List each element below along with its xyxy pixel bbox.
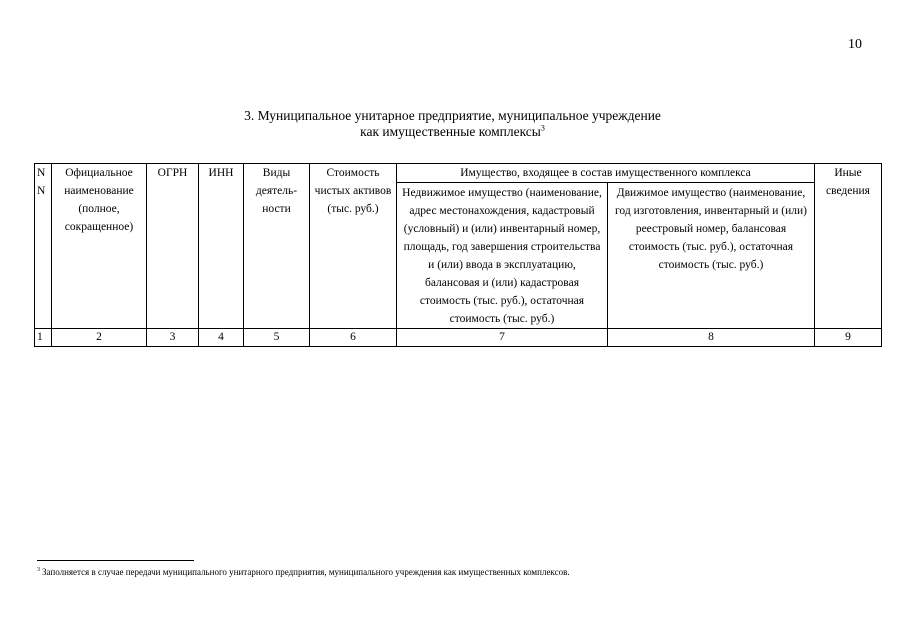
column-number: 1 [35, 329, 52, 347]
header-inn: ИНН [199, 164, 244, 329]
footnote-marker: 3 [37, 567, 40, 573]
column-number: 8 [608, 329, 815, 347]
header-other-info: Иные сведения [815, 164, 882, 329]
footnote [37, 567, 570, 578]
section-title-line-2 [0, 124, 905, 140]
header-nn: N N [35, 164, 52, 329]
property-complex-table [34, 163, 882, 347]
column-number: 5 [244, 329, 310, 347]
column-number: 2 [52, 329, 147, 347]
footnote-reference: 3 [540, 123, 545, 133]
footnote-divider [37, 560, 194, 561]
header-ogrn: ОГРН [147, 164, 199, 329]
page-number: 10 [848, 37, 862, 52]
column-number: 7 [397, 329, 608, 347]
header-activity-types: Виды деятель- ности [244, 164, 310, 329]
header-real-estate: Недвижимое имущество (наименование, адрес местонахождения, кадастровый (условный) и (или) инвентарный номер, площадь, год завершения строительства и (или) ввода в эксплуатацию, балансовая и (или) кадастровая стоимость (тыс. руб.), остаточная стоимость (тыс. руб.) [397, 183, 608, 329]
header-net-assets: Стоимость чистых активов (тыс. руб.) [310, 164, 397, 329]
footnote-text: Заполняется в случае передачи муниципального унитарного предприятия, муниципального учреждения как имущественных комплексов. [42, 567, 570, 577]
table-header-row [35, 164, 882, 183]
column-number: 6 [310, 329, 397, 347]
section-title [0, 108, 905, 140]
header-movable-property: Движимое имущество (наименование, год изготовления, инвентарный и (или) реестровый номер, балансовая стоимость (тыс. руб.), остаточная стоимость (тыс. руб.) [608, 183, 815, 329]
column-number: 9 [815, 329, 882, 347]
section-title-line-2-text: как имущественные комплексы [360, 124, 541, 139]
section-title-line-1: 3. Муниципальное унитарное предприятие, муниципальное учреждение [244, 108, 661, 123]
column-number: 4 [199, 329, 244, 347]
header-official-name: Официальное наименование (полное, сокращенное) [52, 164, 147, 329]
column-number-row [35, 329, 882, 347]
header-property: Имущество, входящее в состав имущественного комплекса [397, 164, 815, 183]
column-number: 3 [147, 329, 199, 347]
